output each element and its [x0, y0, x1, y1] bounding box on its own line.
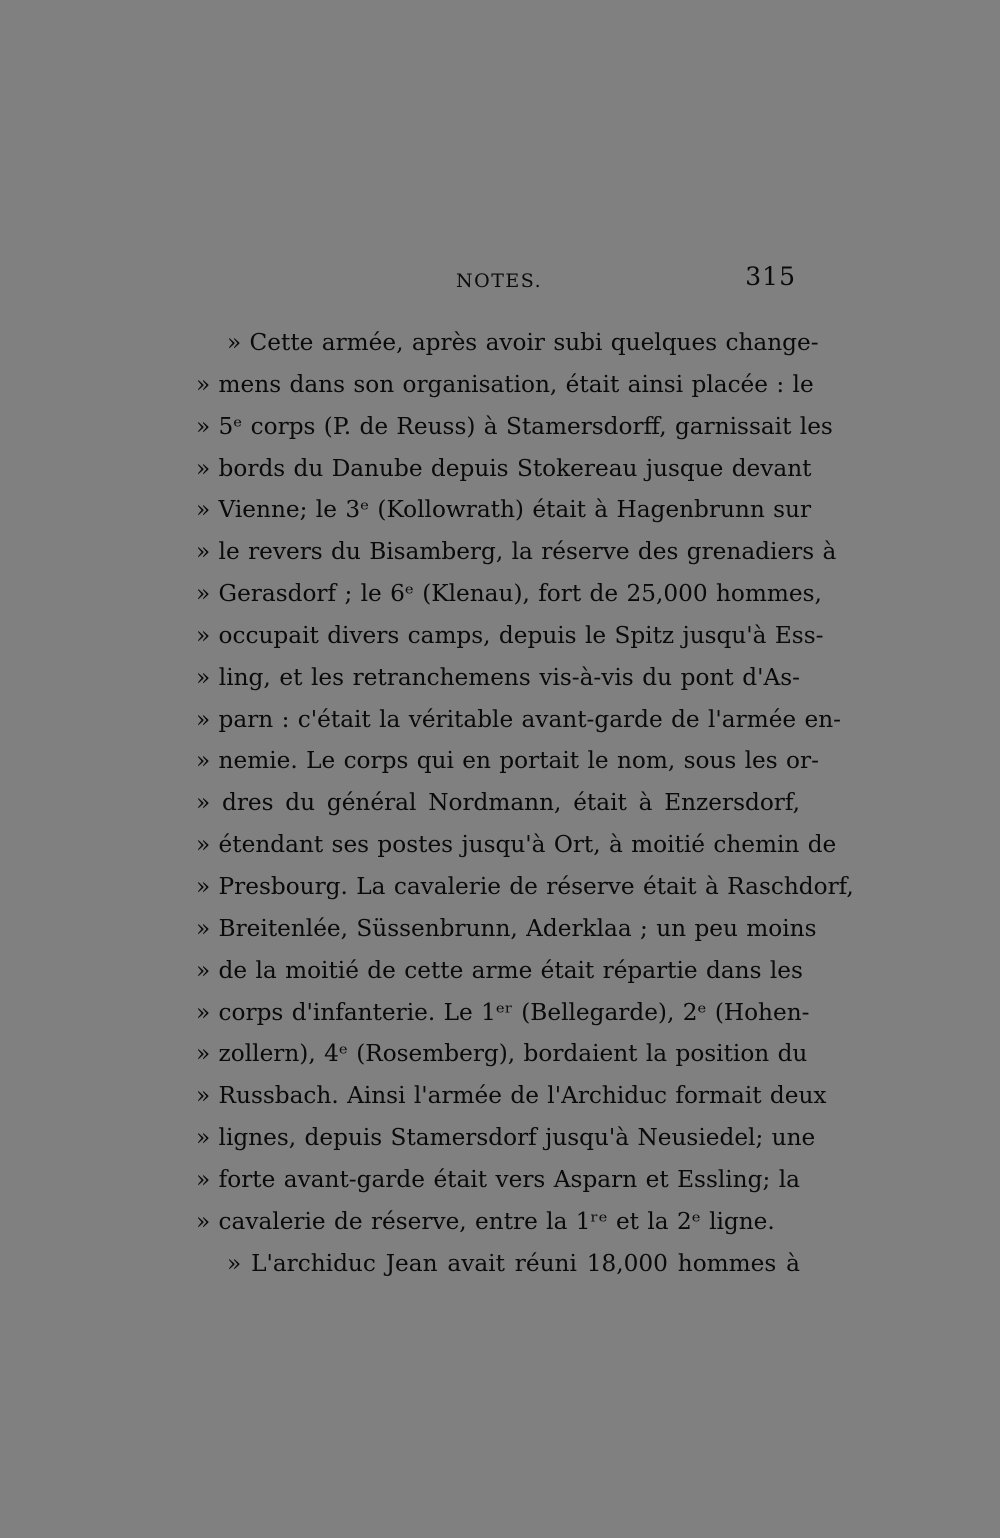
text-line: » Gerasdorf ; le 6ᵉ (Klenau), fort de 25,000 hommes,: [196, 580, 822, 608]
text-line: » zollern), 4ᵉ (Rosemberg), bordaient la position du: [196, 1040, 808, 1068]
text-line: » nemie. Le corps qui en portait le nom, sous les or-: [196, 747, 819, 775]
text-line: » Vienne; le 3ᵉ (Kollowrath) était à Hagenbrunn sur: [196, 496, 812, 524]
text-line: » bords du Danube depuis Stokereau jusque devant: [196, 454, 812, 482]
text-line: » Breitenlée, Süssenbrunn, Aderklaa ; un peu moins: [196, 914, 817, 942]
text-line: » Presbourg. La cavalerie de réserve était à Raschdorf,: [196, 872, 854, 900]
text-line: » dres du général Nordmann, était à Enzersdorf,: [196, 789, 800, 817]
running-header: [200, 262, 800, 302]
text-line: » Russbach. Ainsi l'armée de l'Archiduc formait deux: [196, 1082, 827, 1110]
text-line: » lignes, depuis Stamersdorf jusqu'à Neusiedel; une: [196, 1124, 816, 1152]
text-line: » forte avant-garde était vers Asparn et Essling; la: [196, 1165, 800, 1193]
page-number: 315: [745, 262, 796, 291]
text-line: » Cette armée, après avoir subi quelques change-: [227, 329, 819, 356]
text-line: » mens dans son organisation, était ainsi placée : le: [196, 370, 814, 398]
text-line: » 5ᵉ corps (P. de Reuss) à Stamersdorff, garnissait les: [196, 412, 833, 440]
text-line: » occupait divers camps, depuis le Spitz jusqu'à Ess-: [196, 621, 824, 649]
text-line: » L'archiduc Jean avait réuni 18,000 hommes à: [227, 1249, 800, 1277]
text-line: » corps d'infanterie. Le 1ᵉʳ (Bellegarde), 2ᵉ (Hohen-: [196, 998, 810, 1026]
running-title: NOTES.: [456, 270, 543, 292]
text-line: » le revers du Bisamberg, la réserve des grenadiers à: [196, 538, 837, 566]
text-line: » parn : c'était la véritable avant-garde de l'armée en-: [196, 705, 842, 733]
text-line: » ling, et les retranchemens vis-à-vis du pont d'As-: [196, 663, 800, 691]
text-line: » de la moitié de cette arme était répartie dans les: [196, 956, 803, 984]
text-line: » étendant ses postes jusqu'à Ort, à moitié chemin de: [196, 831, 837, 859]
body-text: [196, 322, 854, 1284]
text-line: » cavalerie de réserve, entre la 1ʳᵉ et la 2ᵉ ligne.: [196, 1207, 775, 1235]
